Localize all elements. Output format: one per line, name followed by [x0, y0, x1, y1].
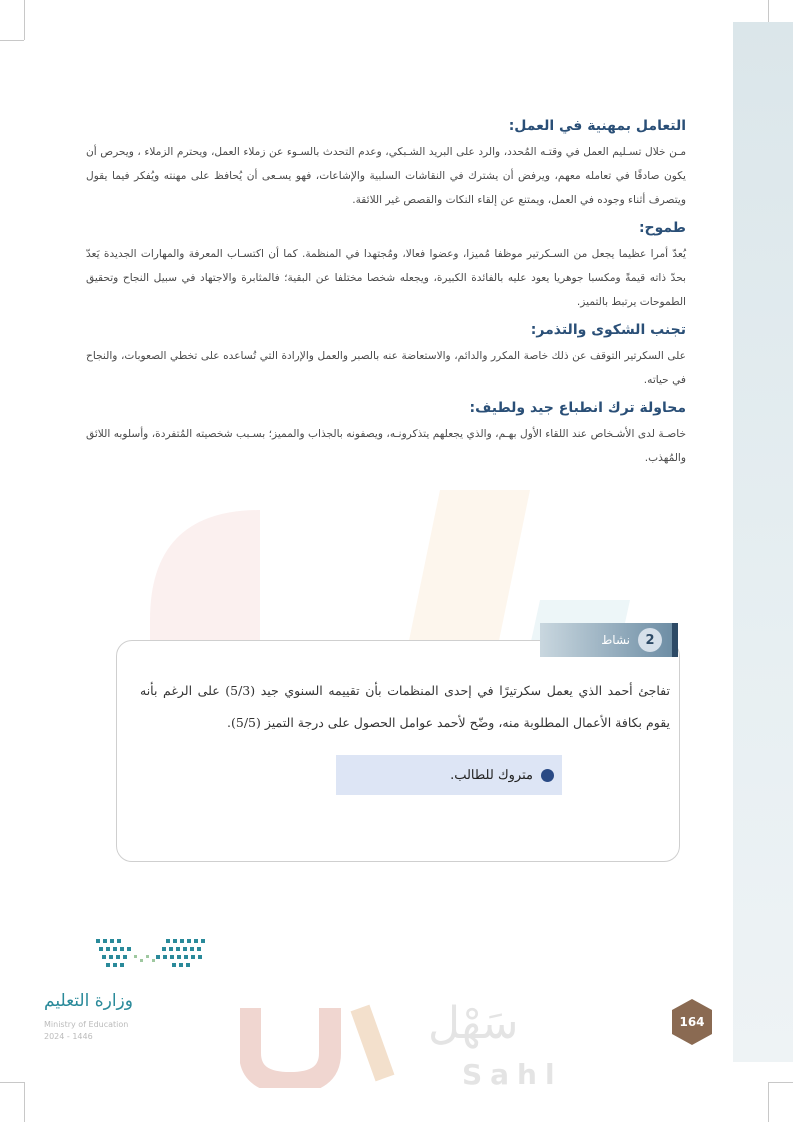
side-decor-strip — [733, 22, 793, 1062]
section-body: على السكرتير التوقف عن ذلك خاصة المكرر والدائم، والاستعاضة عنه بالصبر والعمل والإرادة التي تُساعده على تخطي الصعوبات، والنجاح في حياته. — [86, 350, 686, 386]
sahl-logo-icon — [240, 998, 420, 1088]
crop-mark — [24, 1082, 25, 1122]
answer-text: متروك للطالب. — [450, 767, 533, 783]
page-number: 164 — [679, 1015, 705, 1029]
section-body: خاصـة لدى الأشـخاص عند اللقاء الأول بهـم، والذي يجعلهم يتذكرونـه، ويصفونه بالجذاب والمميز؛ بسـبب شخصيته المُتفردة، وأسلوبه اللائق والمُهذب. — [86, 428, 686, 464]
section-body: يُعدّ أمرا عظيما يجعل من السـكرتير موظفا مُميزا، وعضوا فعالا، ومُجتهدا في المنظمة. كما أن اكتسـاب المعرفة والمهارات الجديدة يَعدّ بحدّ ذاته قيمةً ومكسبا جوهريا يعود عليه بالفائدة الكبيرة، ويجعله شخصا مختلفا عن البقية؛ فالمثابرة والاجتهاد في سبيل النجاح وتحقيق الطموحات يرتبط بالتميز. — [86, 248, 686, 308]
answer-box — [336, 755, 562, 795]
bullet-icon — [541, 769, 554, 782]
activity-number: 2 — [638, 628, 662, 652]
ministry-name: وزارة التعليم — [44, 991, 133, 1011]
ministry-english: Ministry of Education — [44, 1020, 129, 1029]
page-number-badge — [670, 998, 714, 1046]
section-heading: محاولة ترك انطباع جيد ولطيف: — [469, 400, 686, 416]
activity-label: نشاط — [601, 633, 630, 647]
crop-mark — [768, 1082, 769, 1122]
ministry-logo-icon — [96, 935, 212, 981]
crop-mark — [0, 40, 24, 41]
activity-question: تفاجئ أحمد الذي يعمل سكرتيرًا في إحدى المنظمات بأن تقييمه السنوي جيد (5/3) على الرغم بأنه يقوم بكافة الأعمال المطلوبة منه، وضّح لأحمد عوامل الحصول على درجة التميز (5/5). — [140, 683, 670, 730]
ministry-year: 2024 - 1446 — [44, 1032, 93, 1041]
sahl-watermark-en: Sahl — [462, 1058, 563, 1091]
crop-mark — [769, 1082, 793, 1083]
section-heading: طموح: — [638, 220, 686, 236]
section-body: مـن خلال تسـليم العمل في وقتـه المُحدد، والرد على البريد الشـبكي، وعدم التحدث بالسـوء عن زملاء العمل، ويحترم الزملاء ، ويحرص أن يكون صادقًا في تعامله معهم، ويرفض أن يشترك في النقاشات السلبية والإشاعات، فهو يسـعى أن يُحافظ على مهنته ويُفكر فيما يقول ويتصرف أثناء وجوده في العمل، ويمتنع عن إلقاء النكات والقصص غير اللائقة. — [86, 146, 686, 206]
main-content — [86, 118, 686, 478]
section-heading: تجنب الشكوى والتذمر: — [530, 322, 686, 338]
sahl-watermark-ar: سَهْل — [428, 998, 519, 1049]
section-heading: التعامل بمهنية في العمل: — [508, 118, 686, 134]
crop-mark — [0, 1082, 24, 1083]
crop-mark — [768, 0, 769, 22]
activity-box — [116, 640, 680, 862]
activity-tab — [540, 623, 678, 657]
crop-mark — [24, 0, 25, 40]
